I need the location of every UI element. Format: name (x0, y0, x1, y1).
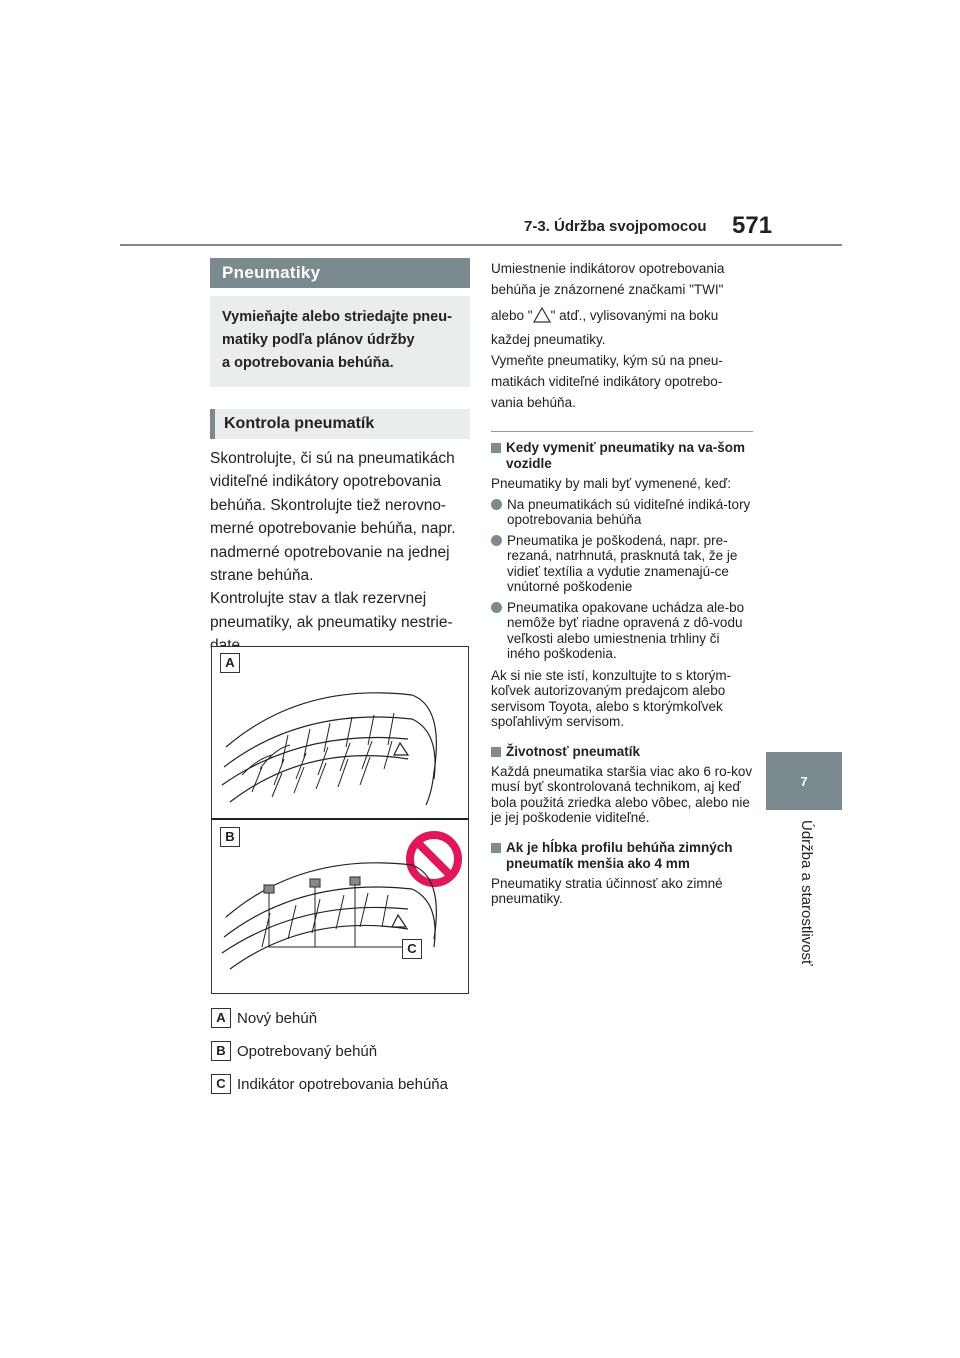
figure-legend (211, 1002, 481, 1101)
body-line: behúňa. Skontrolujte tiež nerovno- (210, 496, 447, 514)
intro-box (210, 296, 470, 387)
intro-line (491, 305, 753, 326)
intro-line: každej pneumatiky. (491, 332, 606, 347)
right-column (491, 258, 753, 907)
intro-line: vania behúňa. (491, 395, 576, 410)
body-line: viditeľné indikátory opotrebovania (210, 473, 442, 491)
bullet-text: Pneumatika opakovane uchádza ale-bo nemôže byť riadne opravená z dô-vodu veľkosti alebo umiestnenia trhliny či iného poškodenia. (507, 599, 745, 661)
legend-text: Opotrebovaný behúň (237, 1042, 378, 1060)
question-heading (491, 440, 753, 472)
bullet-item (491, 600, 753, 662)
body-line: Skontrolujte, či sú na pneumatikách (210, 450, 455, 467)
legend-text: Indikátor opotrebovania behúňa (237, 1075, 448, 1093)
question-title: Kedy vymeniť pneumatiky na va-šom vozidle (506, 440, 746, 471)
intro-line: Vymeňte pneumatiky, kým sú na pneu- (491, 353, 723, 368)
tire-tread-illustration (211, 646, 469, 994)
section-title: 7-3. Údržba svojpomocou (524, 218, 707, 235)
header-divider (120, 244, 842, 246)
square-bullet-icon (491, 443, 501, 453)
legend-item (211, 1068, 481, 1100)
intro-line: behúňa je znázornené značkami "TWI" (491, 282, 724, 297)
legend-item (211, 1035, 481, 1067)
intro-line: matiky podľa plánov údržby (222, 332, 415, 348)
page-number: 571 (732, 212, 773, 239)
round-bullet-icon (491, 535, 502, 546)
figure-label-c: C (402, 939, 422, 959)
body-text (210, 447, 470, 658)
square-bullet-icon (491, 843, 501, 853)
wear-indicator-intro (491, 258, 753, 413)
legend-key: C (211, 1074, 231, 1094)
intro-text: alebo " (491, 308, 533, 323)
question-title: Ak je hĺbka profilu behúňa zimných pneumatík menšia ako 4 mm (506, 839, 733, 871)
winter-tire-block (491, 840, 753, 907)
question-heading (491, 744, 753, 760)
legend-text: Nový behúň (237, 1009, 318, 1027)
sub-heading: Kontrola pneumatík (210, 409, 470, 439)
question-tail: Ak si nie ste istí, konzultujte to s ktorým-koľvek autorizovaným predajcom alebo servisom Toyota, alebo s ktorýmkoľvek spoľahlivým servisom. (491, 667, 732, 729)
intro-line: a opotrebovania behúňa. (222, 355, 394, 371)
question-title: Životnosť pneumatík (506, 743, 640, 759)
tire-lifespan-block (491, 744, 753, 826)
round-bullet-icon (491, 602, 502, 613)
section-divider (491, 431, 753, 432)
intro-text: " atď., vylisovanými na boku (550, 308, 719, 323)
main-heading: Pneumatiky (210, 258, 470, 288)
chapter-number-tab: 7 (766, 752, 842, 810)
bullet-item (491, 497, 753, 528)
square-bullet-icon (491, 747, 501, 757)
bullet-text: Na pneumatikách sú viditeľné indiká-tory opotrebovania behúňa (507, 496, 751, 527)
question-text: Každá pneumatika staršia viac ako 6 ro-kov musí byť skontrolovaná technikom, aj keď bola použitá zriedka alebo vôbec, alebo nie je jej poškodenie viditeľné. (491, 763, 753, 825)
figure-label-b: B (220, 827, 240, 847)
body-line: strane behúňa. (210, 567, 314, 585)
left-column (210, 258, 470, 658)
body-line: merné opotrebovanie behúňa, napr. (210, 520, 456, 538)
round-bullet-icon (491, 499, 502, 510)
legend-item (211, 1002, 481, 1034)
question-heading (491, 840, 753, 872)
new-tread-drawing (212, 647, 468, 993)
intro-line: Vymieňajte alebo striedajte pneu- (222, 309, 452, 325)
legend-key: B (211, 1041, 231, 1061)
chapter-title: Údržba a starostlivosť (798, 820, 815, 966)
question-text: Pneumatiky stratia účinnosť ako zimné pneumatiky. (491, 875, 723, 906)
body-line: nadmerné opotrebovanie na jednej (210, 543, 450, 561)
figure-label-a: A (220, 653, 240, 673)
bullet-item (491, 533, 753, 595)
triangle-mark-icon (533, 307, 551, 323)
body-line: Kontrolujte stav a tlak rezervnej (210, 590, 427, 608)
bullet-text: Pneumatika je poškodená, napr. pre-rezaná, natrhnutá, prasknutá tak, že je vidieť textília a vydutie znamenajú-ce vnútorné poškodenie (507, 532, 738, 594)
intro-line: Umiestnenie indikátorov opotrebovania (491, 261, 725, 276)
question-lead: Pneumatiky by mali byť vymenené, keď: (491, 476, 731, 491)
legend-key: A (211, 1008, 231, 1028)
intro-line: matikách viditeľné indikátory opotrebo- (491, 374, 723, 389)
body-line: pneumatiky, ak pneumatiky nestrie- (210, 613, 453, 631)
